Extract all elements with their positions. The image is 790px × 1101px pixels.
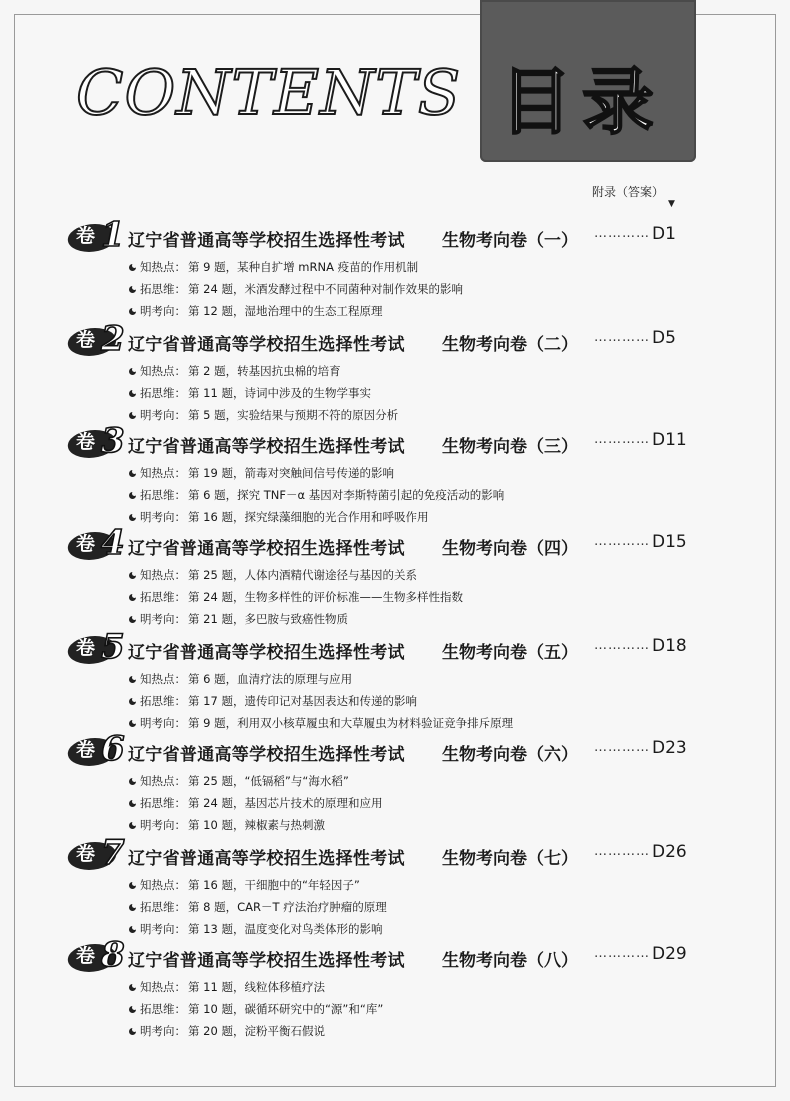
section-page-number: D11 — [652, 430, 687, 450]
section-series: 生物考向卷（五） — [442, 643, 578, 663]
item-text: 第 2 题，转基因抗虫棉的培育 — [188, 364, 341, 378]
section-title: 辽宁省普通高等学校招生选择性考试 — [128, 849, 405, 869]
toc-item — [68, 712, 748, 734]
toc-item — [68, 896, 748, 918]
item-label: 知热点： — [140, 466, 186, 480]
badge-number: 3 — [101, 421, 125, 461]
item-text: 第 19 题，箭毒对突触间信号传递的影响 — [188, 466, 394, 480]
section-page-number: D29 — [652, 944, 687, 964]
appendix-arrow-icon: ▼ — [668, 199, 675, 209]
item-label: 知热点： — [140, 364, 186, 378]
bullet-icon — [128, 307, 137, 316]
badge-number: 8 — [101, 935, 125, 975]
toc-section[interactable] — [68, 215, 748, 322]
section-header[interactable] — [68, 935, 748, 976]
bullet-icon — [128, 1027, 137, 1036]
item-label: 明考向： — [140, 612, 186, 626]
item-label: 拓思维： — [140, 386, 186, 400]
item-label: 明考向： — [140, 716, 186, 730]
item-text: 第 17 题，遗传印记对基因表达和传递的影响 — [188, 694, 417, 708]
appendix-label: 附录（答案） — [592, 185, 665, 199]
item-text: 第 24 题，基因芯片技术的原理和应用 — [188, 796, 383, 810]
bullet-icon — [128, 263, 137, 272]
item-text: 第 8 题，CAR－T 疗法治疗肿瘤的原理 — [188, 900, 387, 914]
section-series: 生物考向卷（八） — [442, 951, 578, 971]
bullet-icon — [128, 285, 137, 294]
toc-item — [68, 1020, 748, 1042]
bullet-icon — [128, 593, 137, 602]
toc-item — [68, 998, 748, 1020]
volume-badge — [68, 729, 126, 769]
section-series: 生物考向卷（一） — [442, 231, 578, 251]
section-page-number: D5 — [652, 328, 676, 348]
section-series: 生物考向卷（三） — [442, 437, 578, 457]
bullet-icon — [128, 881, 137, 890]
bullet-icon — [128, 983, 137, 992]
section-series: 生物考向卷（二） — [442, 335, 578, 355]
toc-item — [68, 608, 748, 630]
volume-badge — [68, 421, 126, 461]
badge-char: 卷 — [76, 225, 96, 247]
bullet-icon — [128, 925, 137, 934]
leader-dots: ………… — [594, 740, 650, 755]
bullet-icon — [128, 411, 137, 420]
toc-item — [68, 814, 748, 836]
leader-dots: ………… — [594, 226, 650, 241]
item-text: 第 24 题，生物多样性的评价标准——生物多样性指数 — [188, 590, 463, 604]
item-text: 第 9 题，利用双小核草履虫和大草履虫为材料验证竞争排斥原理 — [188, 716, 514, 730]
volume-badge — [68, 319, 126, 359]
bullet-icon — [128, 675, 137, 684]
item-label: 明考向： — [140, 510, 186, 524]
toc-section[interactable] — [68, 627, 748, 734]
section-header[interactable] — [68, 215, 748, 256]
item-label: 明考向： — [140, 304, 186, 318]
volume-badge — [68, 215, 126, 255]
section-title: 辽宁省普通高等学校招生选择性考试 — [128, 745, 405, 765]
section-title: 辽宁省普通高等学校招生选择性考试 — [128, 643, 405, 663]
contents-heading: CONTENTS — [76, 56, 462, 129]
item-text: 第 24 题，米酒发酵过程中不同菌种对制作效果的影响 — [188, 282, 463, 296]
bullet-icon — [128, 1005, 137, 1014]
toc-item — [68, 586, 748, 608]
section-title: 辽宁省普通高等学校招生选择性考试 — [128, 335, 405, 355]
toc-item — [68, 360, 748, 382]
bullet-icon — [128, 513, 137, 522]
badge-number: 5 — [101, 627, 125, 667]
toc-item — [68, 484, 748, 506]
bullet-icon — [128, 615, 137, 624]
toc-item — [68, 690, 748, 712]
item-label: 拓思维： — [140, 900, 186, 914]
badge-char: 卷 — [76, 533, 96, 555]
section-title: 辽宁省普通高等学校招生选择性考试 — [128, 437, 405, 457]
item-text: 第 20 题，淀粉平衡石假说 — [188, 1024, 325, 1038]
badge-number: 2 — [101, 319, 125, 359]
leader-dots: ………… — [594, 432, 650, 447]
bullet-icon — [128, 799, 137, 808]
item-label: 知热点： — [140, 260, 186, 274]
item-label: 知热点： — [140, 774, 186, 788]
item-text: 第 10 题，辣椒素与热刺激 — [188, 818, 325, 832]
toc-item — [68, 874, 748, 896]
section-header[interactable] — [68, 833, 748, 874]
toc-item — [68, 506, 748, 528]
item-label: 知热点： — [140, 672, 186, 686]
mulu-title: 目录 — [500, 60, 665, 144]
bullet-icon — [128, 491, 137, 500]
item-text: 第 6 题，探究 TNF－α 基因对李斯特菌引起的免疫活动的影响 — [188, 488, 505, 502]
badge-char: 卷 — [76, 843, 96, 865]
toc-item — [68, 382, 748, 404]
badge-char: 卷 — [76, 431, 96, 453]
toc-section[interactable] — [68, 319, 748, 426]
item-label: 明考向： — [140, 818, 186, 832]
item-label: 明考向： — [140, 1024, 186, 1038]
section-header[interactable] — [68, 627, 748, 668]
item-text: 第 13 题，温度变化对鸟类体形的影响 — [188, 922, 383, 936]
section-page-number: D26 — [652, 842, 687, 862]
section-title: 辽宁省普通高等学校招生选择性考试 — [128, 539, 405, 559]
item-label: 拓思维： — [140, 796, 186, 810]
section-header[interactable] — [68, 319, 748, 360]
item-text: 第 16 题，探究绿藻细胞的光合作用和呼吸作用 — [188, 510, 429, 524]
leader-dots: ………… — [594, 330, 650, 345]
section-title: 辽宁省普通高等学校招生选择性考试 — [128, 231, 405, 251]
item-text: 第 21 题，多巴胺与致癌性物质 — [188, 612, 348, 626]
bullet-icon — [128, 821, 137, 830]
item-text: 第 10 题，碳循环研究中的“源”和“库” — [188, 1002, 384, 1016]
item-text: 第 12 题，湿地治理中的生态工程原理 — [188, 304, 383, 318]
badge-char: 卷 — [76, 945, 96, 967]
bullet-icon — [128, 367, 137, 376]
item-text: 第 6 题，血清疗法的原理与应用 — [188, 672, 353, 686]
badge-number: 4 — [101, 523, 125, 563]
toc-item — [68, 770, 748, 792]
toc-section[interactable] — [68, 421, 748, 528]
volume-badge — [68, 523, 126, 563]
item-label: 拓思维： — [140, 1002, 186, 1016]
bullet-icon — [128, 571, 137, 580]
toc-item — [68, 462, 748, 484]
item-label: 知热点： — [140, 980, 186, 994]
item-text: 第 5 题，实验结果与预期不符的原因分析 — [188, 408, 399, 422]
toc-section[interactable] — [68, 729, 748, 836]
toc-item — [68, 404, 748, 426]
section-series: 生物考向卷（四） — [442, 539, 578, 559]
item-text: 第 11 题，线粒体移植疗法 — [188, 980, 325, 994]
toc-section[interactable] — [68, 833, 748, 940]
leader-dots: ………… — [594, 534, 650, 549]
section-series: 生物考向卷（六） — [442, 745, 578, 765]
toc-item — [68, 976, 748, 998]
toc-item — [68, 256, 748, 278]
item-text: 第 25 题，“低镉稻”与“海水稻” — [188, 774, 349, 788]
item-text: 第 25 题，人体内酒精代谢途径与基因的关系 — [188, 568, 417, 582]
section-page-number: D23 — [652, 738, 687, 758]
section-header[interactable] — [68, 421, 748, 462]
leader-dots: ………… — [594, 844, 650, 859]
volume-badge — [68, 935, 126, 975]
item-text: 第 16 题，干细胞中的“年轻因子” — [188, 878, 360, 892]
toc-section[interactable] — [68, 523, 748, 630]
leader-dots: ………… — [594, 638, 650, 653]
section-series: 生物考向卷（七） — [442, 849, 578, 869]
bullet-icon — [128, 469, 137, 478]
item-label: 明考向： — [140, 408, 186, 422]
bullet-icon — [128, 719, 137, 728]
badge-number: 6 — [101, 729, 125, 769]
badge-char: 卷 — [76, 637, 96, 659]
toc-item — [68, 300, 748, 322]
toc-item — [68, 278, 748, 300]
toc-item — [68, 564, 748, 586]
toc-item — [68, 918, 748, 940]
item-label: 明考向： — [140, 922, 186, 936]
item-label: 拓思维： — [140, 488, 186, 502]
item-label: 拓思维： — [140, 694, 186, 708]
volume-badge — [68, 833, 126, 873]
item-label: 知热点： — [140, 878, 186, 892]
bullet-icon — [128, 697, 137, 706]
badge-char: 卷 — [76, 329, 96, 351]
item-label: 拓思维： — [140, 282, 186, 296]
toc-item — [68, 792, 748, 814]
badge-number: 1 — [101, 215, 125, 255]
badge-number: 7 — [101, 833, 125, 873]
toc-section[interactable] — [68, 935, 748, 1042]
volume-badge — [68, 627, 126, 667]
leader-dots: ………… — [594, 946, 650, 961]
item-label: 知热点： — [140, 568, 186, 582]
section-header[interactable] — [68, 523, 748, 564]
item-label: 拓思维： — [140, 590, 186, 604]
bullet-icon — [128, 903, 137, 912]
section-page-number: D18 — [652, 636, 687, 656]
section-header[interactable] — [68, 729, 748, 770]
badge-char: 卷 — [76, 739, 96, 761]
toc-item — [68, 668, 748, 690]
section-page-number: D1 — [652, 224, 676, 244]
bullet-icon — [128, 777, 137, 786]
section-page-number: D15 — [652, 532, 687, 552]
item-text: 第 9 题，某种自扩增 mRNA 疫苗的作用机制 — [188, 260, 419, 274]
section-title: 辽宁省普通高等学校招生选择性考试 — [128, 951, 405, 971]
item-text: 第 11 题，诗词中涉及的生物学事实 — [188, 386, 371, 400]
bullet-icon — [128, 389, 137, 398]
